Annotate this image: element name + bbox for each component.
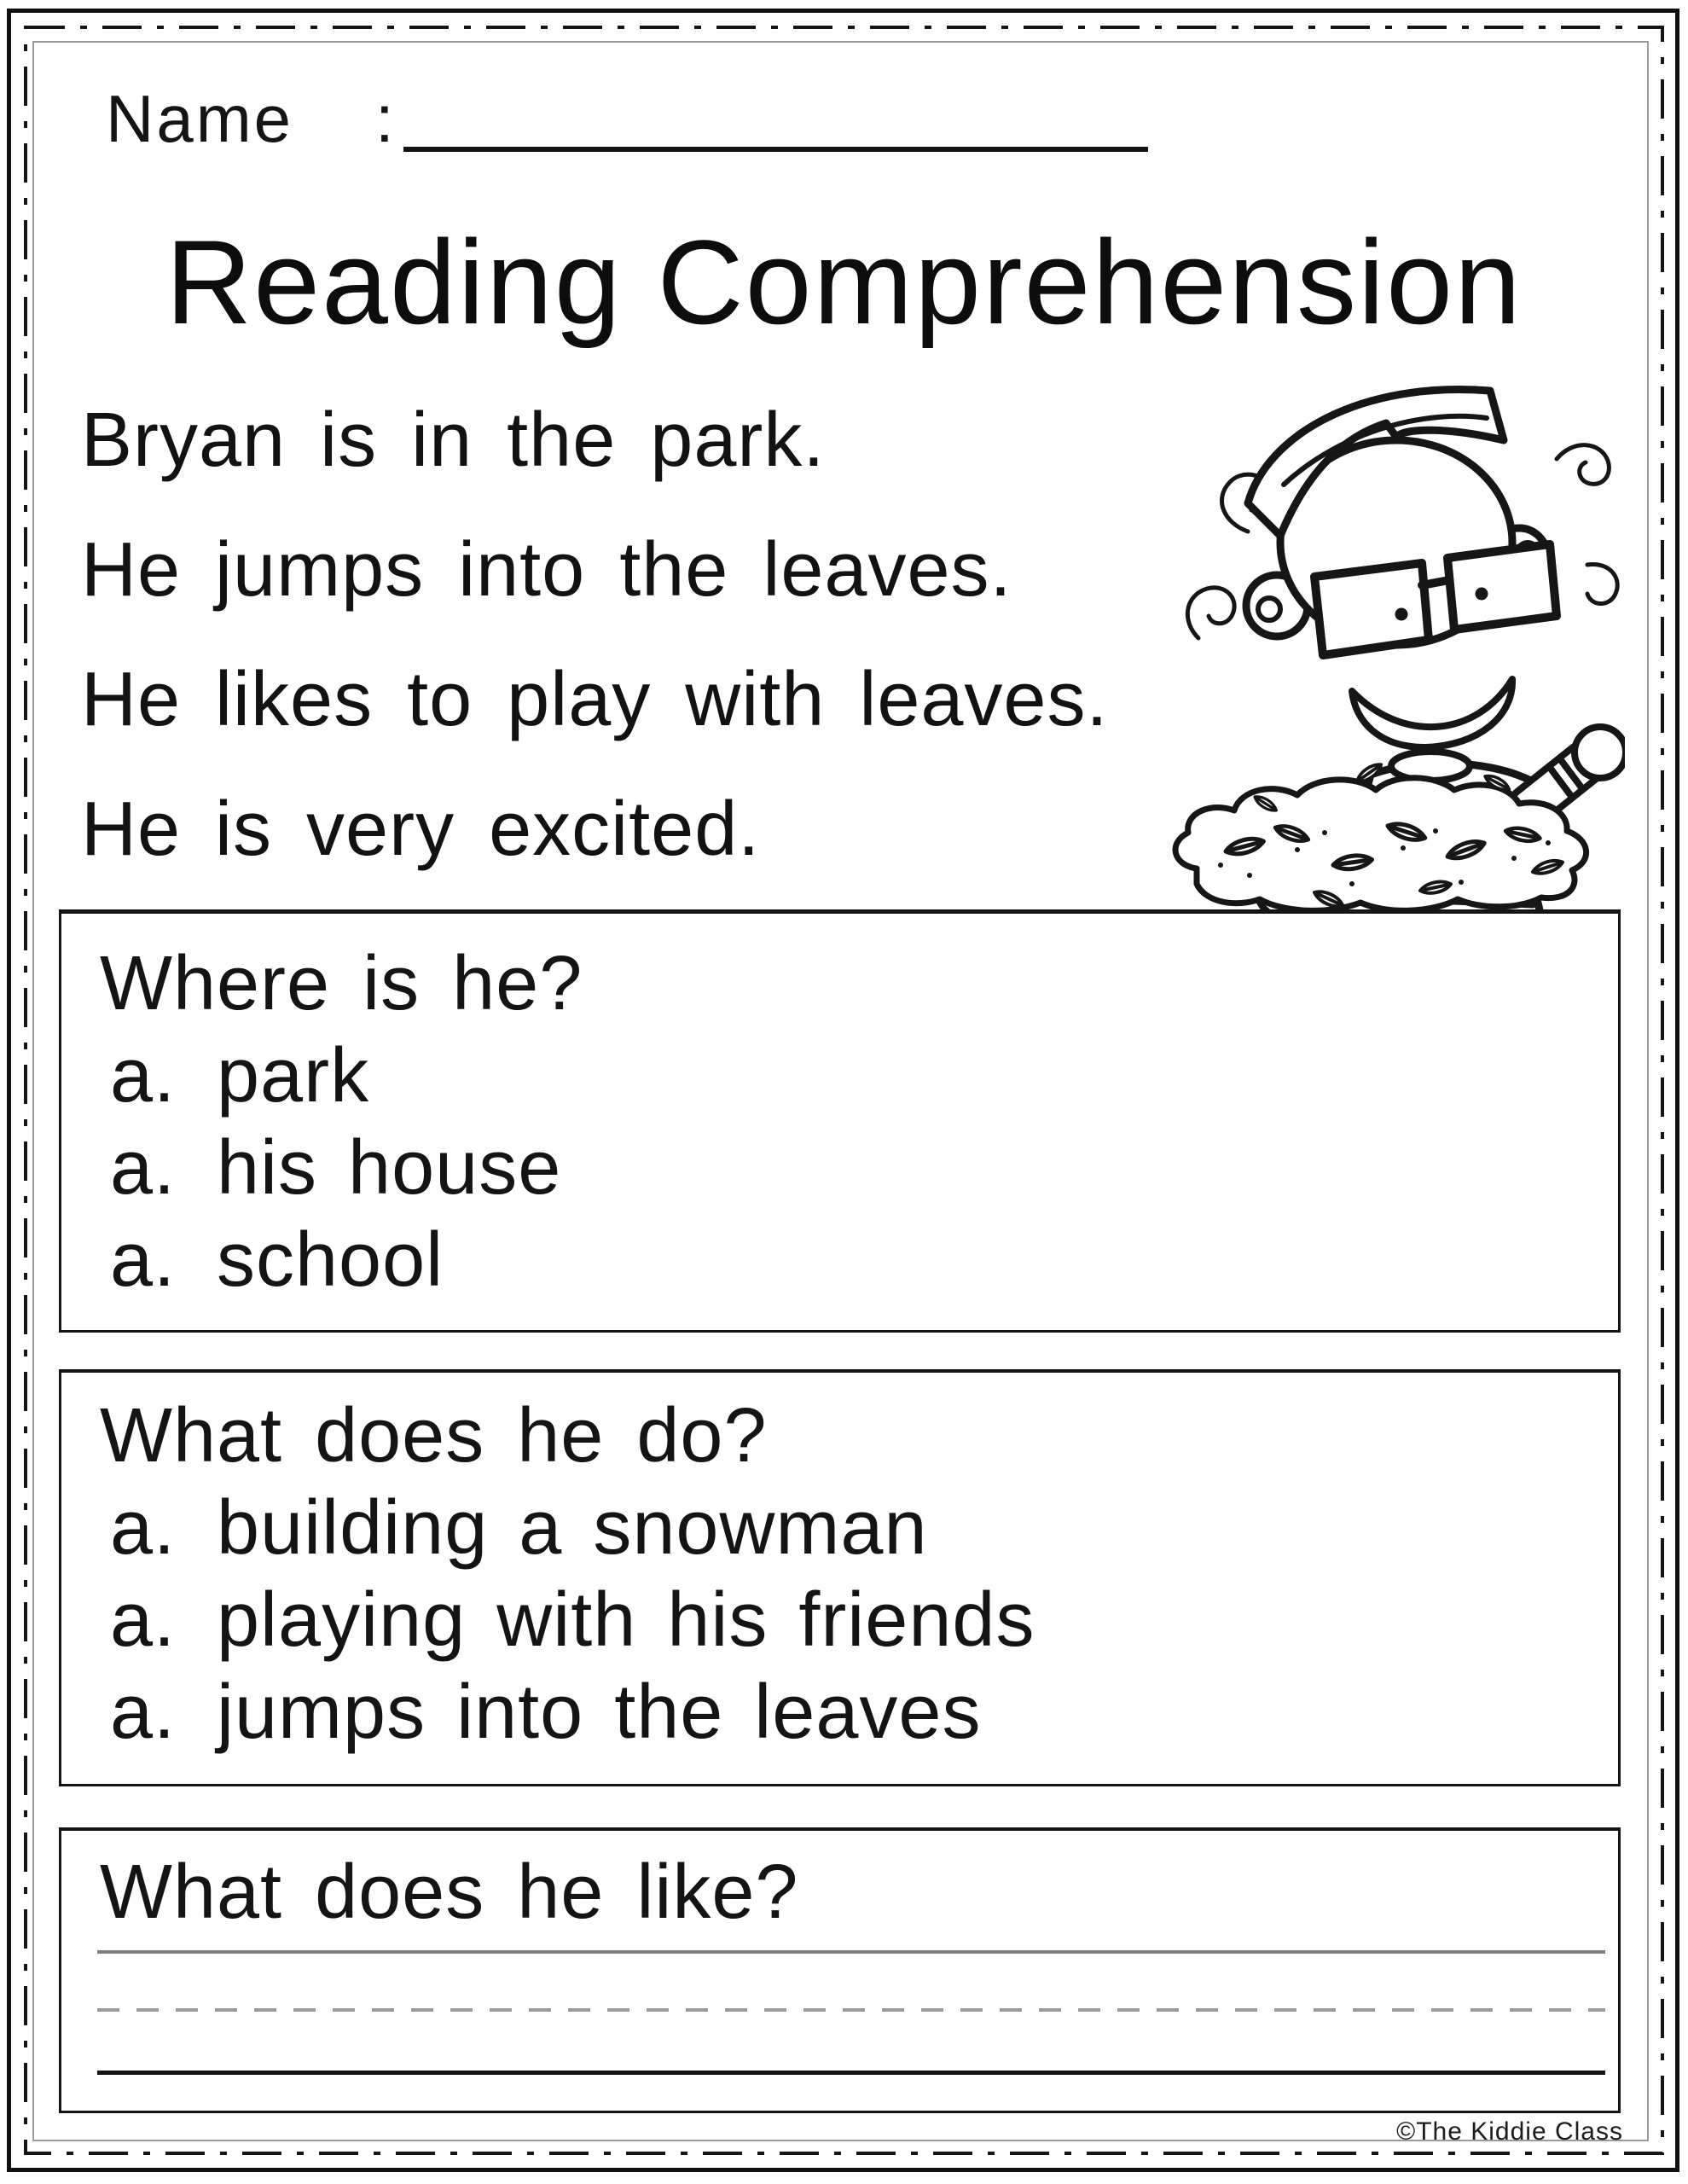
- option-text: building a snowman: [217, 1485, 928, 1571]
- name-blank-line[interactable]: [403, 147, 1148, 152]
- question-box-1: [59, 909, 1621, 1333]
- option-row[interactable]: [110, 1122, 1618, 1214]
- story-passage: [81, 375, 1109, 894]
- option-text: his house: [217, 1125, 562, 1211]
- story-line: He jumps into the leaves.: [81, 527, 1012, 613]
- question-prompt: What does he like?: [100, 1850, 799, 1935]
- publisher-credit: ©The Kiddie Class: [1396, 2117, 1623, 2146]
- options-list: [110, 1030, 1618, 1306]
- answer-writing-line-top[interactable]: [97, 1950, 1605, 1954]
- question-prompt: Where is he?: [100, 941, 583, 1026]
- name-colon: :: [375, 81, 394, 156]
- answer-writing-line-bottom[interactable]: [97, 2071, 1605, 2075]
- option-marker: a.: [110, 1670, 177, 1755]
- option-marker: a.: [110, 1577, 177, 1663]
- story-line: He likes to play with leaves.: [81, 657, 1109, 742]
- story-line: Bryan is in the park.: [81, 398, 826, 483]
- option-row[interactable]: [110, 1482, 1618, 1574]
- question-prompt: What does he do?: [100, 1393, 768, 1478]
- story-line: He is very excited.: [81, 787, 761, 872]
- boy-jumping-into-leaves-illustration: [1147, 357, 1625, 911]
- page-title: Reading Comprehension: [165, 215, 1523, 349]
- option-row[interactable]: [110, 1030, 1618, 1122]
- question-box-3: [59, 1827, 1621, 2113]
- option-marker: a.: [110, 1033, 177, 1118]
- option-text: playing with his friends: [217, 1577, 1035, 1663]
- option-marker: a.: [110, 1125, 177, 1211]
- name-label: Name: [106, 81, 294, 156]
- option-marker: a.: [110, 1217, 177, 1303]
- option-row[interactable]: [110, 1214, 1618, 1306]
- options-list: [110, 1482, 1618, 1758]
- question-box-2: [59, 1369, 1621, 1786]
- option-row[interactable]: [110, 1666, 1618, 1758]
- option-row[interactable]: [110, 1574, 1618, 1666]
- option-text: park: [217, 1033, 370, 1118]
- option-text: school: [217, 1217, 444, 1303]
- option-marker: a.: [110, 1485, 177, 1571]
- answer-writing-line-middle-dashed[interactable]: [97, 2008, 1605, 2012]
- option-text: jumps into the leaves: [217, 1670, 982, 1755]
